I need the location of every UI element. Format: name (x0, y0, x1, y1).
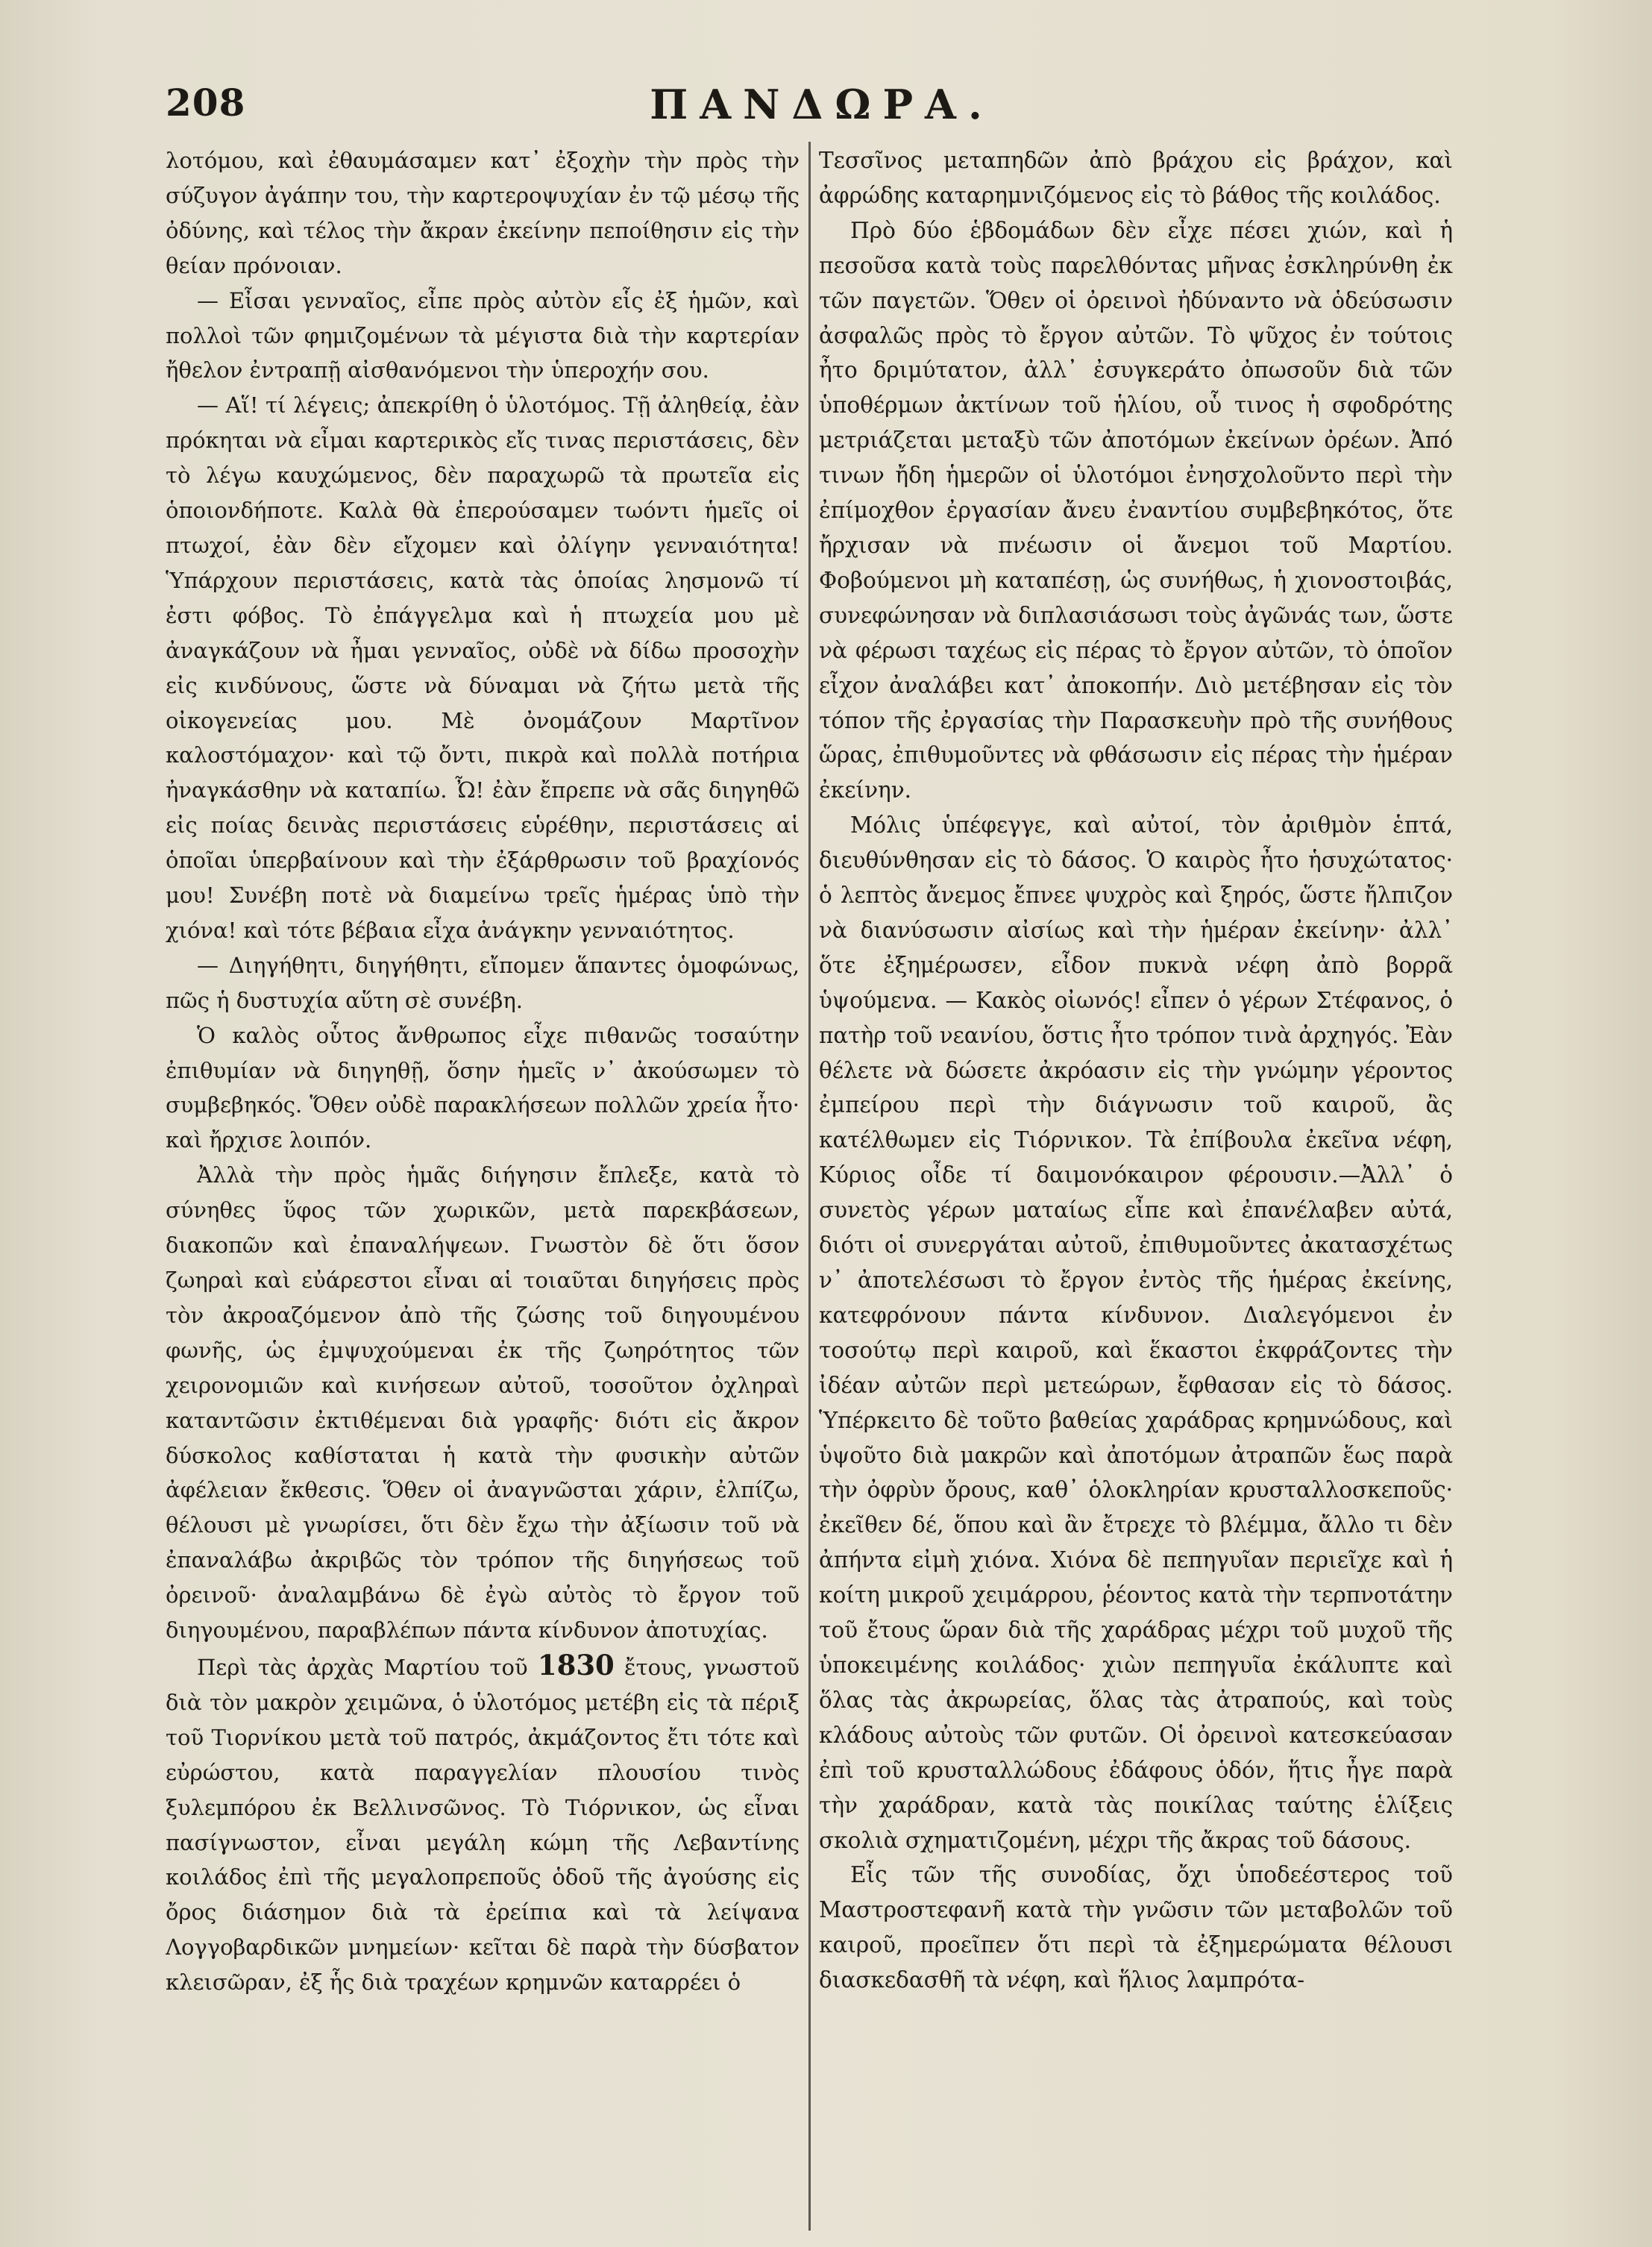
paragraph: — Εἶσαι γενναῖος, εἶπε πρὸς αὐτὸν εἷς ἐξ ἡμῶν, καὶ πολλοὶ τῶν φημιζομένων τὰ μέγιστα διὰ τὴν καρτερίαν ἤθελον ἐντραπῇ αἰσθανόμενοι τὴν ὑπεροχήν σου. (166, 287, 800, 383)
paragraph: — Αἵ! τί λέγεις; ἀπεκρίθη ὁ ὑλοτόμος. Τῇ ἀληθείᾳ, ἐὰν πρόκηται νὰ εἶμαι καρτερικὸς εἴς τινας περιστάσεις, δὲν τὸ λέγω καυχώμενος, δὲν παραχωρῶ τὰ πρωτεῖα εἰς ὁποιονδήποτε. Καλὰ θὰ ἐπερούσαμεν τωόντι ἡμεῖς οἱ πτωχοί, ἐὰν δὲν εἴχομεν καὶ ὀλίγην γενναιότητα! Ὑπάρχουν περιστάσεις, κατὰ τὰς ὁποίας λησμονῶ τί ἐστι φόβος. Τὸ ἐπάγγελμα καὶ ἡ πτωχεία μου μὲ ἀναγκάζουν νὰ ἦμαι γενναῖος, οὐδὲ νὰ δίδω προσοχὴν εἰς κινδύνους, ὥστε νὰ δύναμαι νὰ ζήτω μετὰ τῆς οἰκογενείας μου. Μὲ ὀνομάζουν Μαρτῖνον καλοστόμαχον· καὶ τῷ ὄντι, πικρὰ καὶ πολλὰ ποτήρια ἠναγκάσθην νὰ καταπίω. Ὦ! ἐὰν ἔπρεπε νὰ σᾶς διηγηθῶ εἰς ποίας δεινὰς περιστάσεις εὑρέθην, περιστάσεις αἱ ὁποῖαι ὑπερβαίνουν καὶ τὴν ἐξάρθρωσιν τοῦ βραχίονός μου! Συνέβη ποτὲ νὰ διαμείνω τρεῖς ἡμέρας ὑπὸ τὴν χιόνα! καὶ τότε βέβαια εἶχα ἀνάγκην γενναιότητος. (166, 392, 800, 943)
paragraph: λοτόμου, καὶ ἐθαυμάσαμεν κατ᾿ ἐξοχὴν τὴν πρὸς τὴν σύζυγον ἀγάπην του, τὴν καρτεροψυχίαν ἐν τῷ μέσῳ τῆς ὀδύνης, καὶ τέλος τὴν ἄκραν ἐκείνην πεποίθησιν εἰς τὴν θείαν πρόνοιαν. (166, 148, 800, 278)
paragraph: Μόλις ὑπέφεγγε, καὶ αὐτοί, τὸν ἀριθμὸν ἑπτά, διευθύνθησαν εἰς τὸ δάσος. Ὁ καιρὸς ἦτο ἡσυχώτατος· ὁ λεπτὸς ἄνεμος ἔπνεε ψυχρὸς καὶ ξηρός, ὥστε ἤλπιζον νὰ διανύσωσιν αἰσίως καὶ τὴν ἡμέραν ἐκείνην· ἀλλ᾿ ὅτε ἐξημέρωσεν, εἶδον πυκνὰ νέφη ἀπὸ βορρᾶ ὑψούμενα. — Κακὸς οἰωνός! εἶπεν ὁ γέρων Στέφανος, ὁ πατὴρ τοῦ νεανίου, ὅστις ἦτο τρόπον τινὰ ἀρχηγός. Ἐὰν θέλετε νὰ δώσετε ἀκρόασιν εἰς τὴν γνώμην γέροντος ἐμπείρου περὶ τὴν διάγνωσιν τοῦ καιροῦ, ἂς κατέλθωμεν εἰς Τιόρνικον. Τὰ ἐπίβουλα ἐκεῖνα νέφη, Κύριος οἶδε τί δαιμονόκαιρον φέρουσιν.—Ἀλλ᾿ ὁ συνετὸς γέρων ματαίως εἶπε καὶ ἐπανέλαβεν αὐτά, διότι οἱ συνεργάται αὐτοῦ, ἐπιθυμοῦντες ἀκατασχέτως ν᾿ ἀποτελέσωσι τὸ ἔργον ἐντὸς τῆς ἡμέρας ἐκείνης, κατεφρόνουν πάντα κίνδυνον. Διαλεγόμενοι ἐν τοσούτῳ περὶ καιροῦ, καὶ ἕκαστοι ἐκφράζοντες τὴν ἰδέαν αὐτῶν περὶ μετεώρων, ἔφθασαν εἰς τὸ δάσος. Ὑπέρκειτο δὲ τοῦτο βαθείας χαράδρας κρημνώδους, καὶ ὑψοῦτο διὰ μακρῶν καὶ ἀποτόμων ἀτραπῶν ἕως παρὰ τὴν ὀφρὺν ὄρους, καθ᾿ ὁλοκληρίαν κρυσταλλοσκεποῦς· ἐκεῖθεν δέ, ὅπου καὶ ἂν ἔτρεχε τὸ βλέμμα, ἄλλο τι δὲν ἀπήντα εἰμὴ χιόνα. Χιόνα δὲ πεπηγυῖαν περιεῖχε καὶ ἡ κοίτη μικροῦ χειμάρρου, ῥέοντος κατὰ τὴν τερπνοτάτην τοῦ ἔτους ὥραν διὰ τῆς χαράδρας μέχρι τοῦ μυχοῦ τῆς ὑποκειμένης κοιλάδος· χιὼν πεπηγυῖα ἐκάλυπτε καὶ ὅλας τὰς ἀκρωρείας, ὅλας τὰς ἀτραπούς, καὶ τοὺς κλάδους αὐτοὺς τῶν φυτῶν. Οἱ ὀρεινοὶ κατεσκεύασαν ἐπὶ τοῦ κρυσταλλώδους ἐδάφους ὁδόν, ἥτις ἦγε παρὰ τὴν χαράδραν, κατὰ τὰς ποικίλας ταύτης ἑλίξεις σκολιὰ σχηματιζομένη, μέχρι τῆς ἄκρας τοῦ δάσους. (819, 812, 1453, 1853)
running-title: ΠΑΝΔΩΡΑ. (650, 81, 994, 128)
paragraph: Ὁ καλὸς οὗτος ἄνθρωπος εἶχε πιθανῶς τοσαύτην ἐπιθυμίαν νὰ διηγηθῇ, ὅσην ἡμεῖς ν᾿ ἀκούσωμεν τὸ συμβεβηκός. Ὅθεν οὐδὲ παρακλήσεων πολλῶν χρεία ἦτο· καὶ ἤρχισε λοιπόν. (166, 1022, 800, 1153)
paragraph: Ἀλλὰ τὴν πρὸς ἡμᾶς διήγησιν ἔπλεξε, κατὰ τὸ σύνηθες ὕφος τῶν χωρικῶν, μετὰ παρεκβάσεων, διακοπῶν καὶ ἐπαναλήψεων. Γνωστὸν δὲ ὅτι ὅσον ζωηραὶ καὶ εὐάρεστοι εἶναι αἱ τοιαῦται διηγήσεις πρὸς τὸν ἀκροαζόμενον ἀπὸ τῆς ζώσης τοῦ διηγουμένου φωνῆς, ὡς ἐμψυχούμεναι ἐκ τῆς ζωηρότητος τῶν χειρονομιῶν καὶ κινήσεων αὐτοῦ, τοσοῦτον ὀχληραὶ καταντῶσιν ἐκτιθέμεναι διὰ γραφῆς· διότι εἰς ἄκρον δύσκολος καθίσταται ἡ κατὰ τὴν φυσικὴν αὐτῶν ἀφέλειαν ἔκθεσις. Ὅθεν οἱ ἀναγνῶσται χάριν, ἐλπίζω, θέλουσι μὲ γνωρίσει, ὅτι δὲν ἔχω τὴν ἀξίωσιν τοῦ νὰ ἐπαναλάβω ἀκριβῶς τὸν τρόπον τῆς διηγήσεως τοῦ ὀρεινοῦ· ἀναλαμβάνω δὲ ἐγὼ αὐτὸς τὸ ἔργον τοῦ διηγουμένου, παραβλέπων πάντα κίνδυνον ἀποτυχίας. (166, 1162, 800, 1643)
paragraph: Εἷς τῶν τῆς συνοδίας, ὄχι ὑποδεέστερος τοῦ Μαστροστεφανῆ κατὰ τὴν γνῶσιν τῶν μεταβολῶν τοῦ καιροῦ, προεῖπεν ὅτι περὶ τὰ ἐξημερώματα θέλουσι διασκεδασθῆ τὰ νέφη, καὶ ἥλιος λαμπρότα- (819, 1862, 1453, 1993)
paragraph: Τεσσῖνος μεταπηδῶν ἀπὸ βράχου εἰς βράχον, καὶ ἀφρώδης καταρημνιζόμενος εἰς τὸ βάθος τῆς κοιλάδος. (819, 148, 1453, 208)
right-column (819, 143, 1453, 2232)
year-number: 1830 (537, 1648, 615, 1682)
paragraph (166, 1648, 800, 2000)
left-column (166, 143, 800, 2232)
paragraph: Πρὸ δύο ἑβδομάδων δὲν εἶχε πέσει χιών, καὶ ἡ πεσοῦσα κατὰ τοὺς παρελθόντας μῆνας ἐσκληρύνθη ἐκ τῶν παγετῶν. Ὅθεν οἱ ὀρεινοὶ ἠδύναντο νὰ ὁδεύσωσιν ἀσφαλῶς πρὸς τὸ ἔργον αὐτῶν. Τὸ ψῦχος ἐν τούτοις ἦτο δριμύτατον, ἀλλ᾿ ἐσυγκεράτο ὀπωσοῦν διὰ τῶν ὑποθέρμων ἀκτίνων τοῦ ἡλίου, οὗ τινος ἡ σφοδρότης μετριάζεται μεταξὺ τῶν ἀποτόμων ἐκείνων ὀρέων. Ἀπό τινων ἤδη ἡμερῶν οἱ ὑλοτόμοι ἐνησχολοῦντο περὶ τὴν ἐπίμοχθον ἐργασίαν ἄνευ ἐναντίου συμβεβηκότος, ὅτε ἤρχισαν νὰ πνέωσιν οἱ ἄνεμοι τοῦ Μαρτίου. Φοβούμενοι μὴ καταπέσῃ, ὡς συνήθως, ἡ χιονοστοιβάς, συνεφώνησαν νὰ διπλασιάσωσι τοὺς ἀγῶνάς των, ὥστε νὰ φέρωσι ταχέως εἰς πέρας τὸ ἔργον αὐτῶν, τὸ ὁποῖον εἶχον ἀναλάβει κατ᾿ ἀποκοπήν. Διὸ μετέβησαν εἰς τὸν τόπον τῆς ἐργασίας τὴν Παρασκευὴν πρὸ τῆς συνήθους ὥρας, ἐπιθυμοῦντες νὰ φθάσωσιν εἰς πέρας τὴν ἡμέραν ἐκείνην. (819, 217, 1453, 803)
paragraph: — Διηγήθητι, διηγήθητι, εἴπομεν ἅπαντες ὁμοφώνως, πῶς ἡ δυστυχία αὕτη σὲ συνέβη. (166, 952, 800, 1013)
paragraph-text: ἔτους, γνωστοῦ διὰ τὸν μακρὸν χειμῶνα, ὁ ὑλοτόμος μετέβη εἰς τὰ πέριξ τοῦ Τιορνίκου μετὰ τοῦ πατρός, ἀκμάζοντος ἔτι τότε καὶ εὐρώστου, κατὰ παραγγελίαν πλουσίου τινὸς ξυλεμπόρου ἐκ Βελλινσῶνος. Τὸ Τιόρνικον, ὡς εἶναι πασίγνωστον, εἶναι μεγάλη κώμη τῆς Λεβαντίνης κοιλάδος ἐπὶ τῆς μεγαλοπρεποῦς ὁδοῦ τῆς ἀγούσης εἰς ὄρος διάσημον διὰ τὰ ἐρείπια καὶ τὰ λείψανα Λογγοβαρδικῶν μνημείων· κεῖται δὲ παρὰ τὴν δύσβατον κλεισῶραν, ἐξ ἧς διὰ τραχέων κρημνῶν καταρρέει ὁ (166, 1654, 800, 1996)
column-divider (808, 142, 811, 2231)
page-number: 208 (166, 81, 246, 125)
paragraph-text: Περὶ τὰς ἀρχὰς Μαρτίου τοῦ (197, 1654, 538, 1680)
page-header (166, 81, 1478, 133)
